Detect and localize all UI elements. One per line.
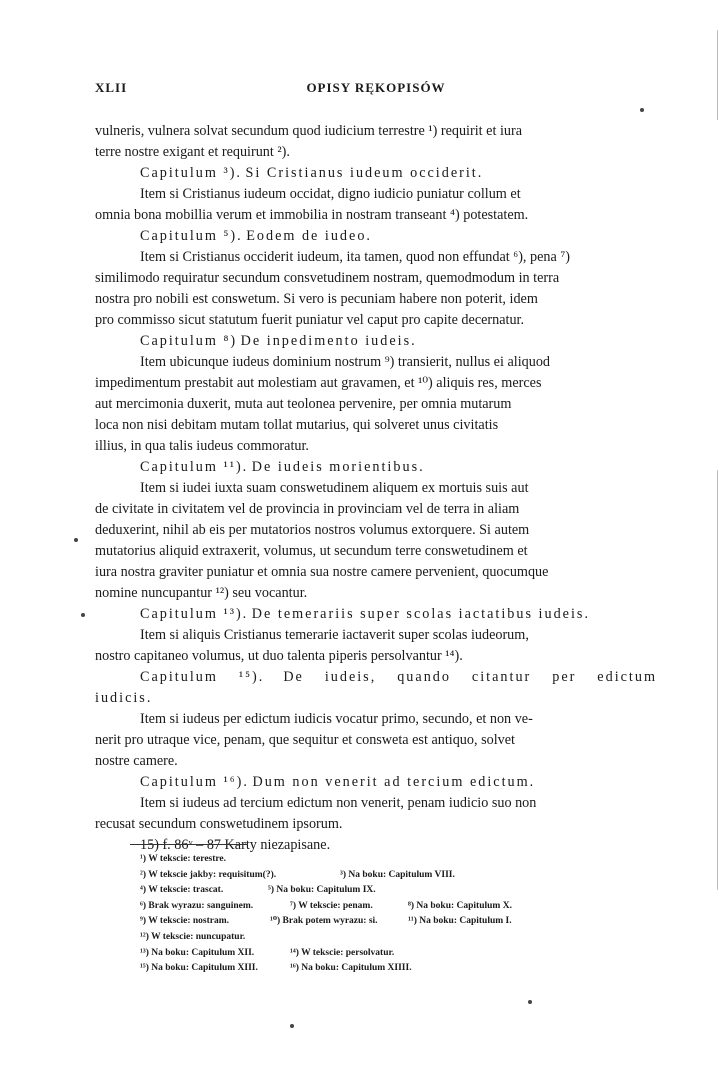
chapter-heading xyxy=(95,604,657,625)
footnote: ¹⁵) Na boku: Capitulum XIII. xyxy=(140,963,258,974)
chapter-heading xyxy=(95,772,657,793)
text-line: terre nostre exigant et requirunt ²). xyxy=(95,144,290,160)
chapter-label: Capitulum ⁸) xyxy=(140,333,238,349)
text-line: nostre camere. xyxy=(95,753,178,769)
footnote-row xyxy=(140,868,560,884)
text-line: de civitate in civitatem vel de provincia in provinciam vel de terra in aliam xyxy=(95,501,520,517)
text-line: pro commisso sicut statutum fuerit puniatur vel caput pro capite decernatur. xyxy=(95,312,525,328)
chapter-heading xyxy=(95,457,657,478)
main-text xyxy=(95,121,657,856)
footnote: ⁸) Na boku: Capitulum X. xyxy=(408,900,512,911)
print-speck xyxy=(290,1024,294,1028)
footnote: ¹¹) Na boku: Capitulum I. xyxy=(408,916,512,927)
chapter-label: Capitulum ⁵). xyxy=(140,228,243,244)
footnote: ¹⁴) W tekscie: persolvatur. xyxy=(290,947,395,958)
page-header xyxy=(95,80,657,100)
footnote: ¹⁰) Brak potem wyrazu: si. xyxy=(270,916,378,927)
chapter-heading xyxy=(95,331,657,352)
footnote: ⁴) W tekscie: trascat. xyxy=(140,885,224,896)
text-line: illius, in qua talis iudeus commoratur. xyxy=(95,438,309,454)
text-line: Item si aliquis Cristianus temerarie iactaverit super scolas iudeorum, xyxy=(140,627,529,643)
chapter-label: Capitulum ¹¹). xyxy=(140,459,249,475)
text-line: iura nostra graviter puniatur et omnia sua nostre camere pervenient, quocumque xyxy=(95,564,549,580)
text-line: similimodo requiratur secundum consvetudinem nostram, quemodmodum in terra xyxy=(95,270,560,286)
text-line: deduxerint, nihil ab eis per mutatorios nostros volumus extorquere. Si autem xyxy=(95,522,530,538)
footnote-row xyxy=(140,899,560,915)
text-line: nerit pro utraque vice, penam, que sequitur et consweta est antiquo, solvet xyxy=(95,732,515,748)
footnote: ¹³) Na boku: Capitulum XII. xyxy=(140,947,255,958)
footnote: ³) Na boku: Capitulum VIII. xyxy=(340,869,455,880)
footnote-row xyxy=(140,914,560,930)
text-line: nomine nuncupantur ¹²) seu vocantur. xyxy=(95,585,308,601)
text-line: impedimentum prestabit aut molestiam aut gravamen, et ¹⁰) aliquis res, merces xyxy=(95,375,542,391)
chapter-label: Capitulum ¹⁶). xyxy=(140,774,249,790)
chapter-title: De iudeis, quando citantur per edictum xyxy=(283,669,658,685)
text-line: Item si iudeus ad tercium edictum non venerit, penam iudicio suo non xyxy=(140,795,537,811)
chapter-title: De temerariis super scolas iactatibus iudeis. xyxy=(251,606,590,622)
footnote-row xyxy=(140,961,560,977)
text-line: Item si iudeus per edictum iudicis vocatur primo, secundo, et non ve- xyxy=(140,711,533,727)
chapter-heading xyxy=(95,667,657,688)
text-line: Item si iudei iuxta suam conswetudinem aliquem ex mortuis suis aut xyxy=(140,480,529,496)
footnote: ⁹) W tekscie: nostram. xyxy=(140,916,230,927)
text-line: Item si Cristianus iudeum occidat, digno iudicio puniatur collum et xyxy=(140,186,521,202)
footnote-row xyxy=(140,852,560,868)
footnote: ¹⁶) Na boku: Capitulum XIIII. xyxy=(290,963,412,974)
running-title: OPISY RĘKOPISÓW xyxy=(306,80,446,95)
chapter-title: Eodem de iudeo. xyxy=(246,228,372,244)
chapter-title: Si Cristianus iudeum occiderit. xyxy=(245,165,484,181)
footnote-divider xyxy=(130,844,248,845)
print-speck xyxy=(74,538,78,542)
chapter-heading xyxy=(95,226,657,247)
text-line: Item ubicunque iudeus dominium nostrum ⁹) transierit, nullus ei aliquod xyxy=(140,354,551,370)
scan-edge xyxy=(717,470,718,890)
text-line: Item si Cristianus occiderit iudeum, ita tamen, quod non effundat ⁶), pena ⁷) xyxy=(140,249,571,265)
text-line: vulneris, vulnera solvat secundum quod iudicium terrestre ¹) requirit et iura xyxy=(95,123,522,139)
chapter-label: Capitulum ¹⁵). xyxy=(140,669,265,685)
text-line: loca non nisi debitam mutam tollat mutarius, qui solveret unus civitatis xyxy=(95,417,499,433)
footnote: ⁶) Brak wyrazu: sanguinem. xyxy=(140,900,254,911)
chapter-title-continued xyxy=(95,688,657,709)
chapter-heading xyxy=(95,163,657,184)
footnote: ⁷) W tekscie: penam. xyxy=(290,900,373,911)
page-number: XLII xyxy=(95,80,128,95)
text-line: recusat secundum conswetudinem ipsorum. xyxy=(95,816,343,832)
text-line: mutatorius aliquid extraxerit, volumus, ut secundum terre conswetudinem et xyxy=(95,543,528,559)
text-line: aut mercimonia duxerit, muta aut teolonea pervenire, per omnia mutarum xyxy=(95,396,512,412)
footnote: ¹) W tekscie: terestre. xyxy=(140,854,227,864)
text-line: nostro capitaneo volumus, ut duo talenta piperis persolvantur ¹⁴). xyxy=(95,648,463,664)
footnotes xyxy=(140,852,560,977)
chapter-title: Dum non venerit ad tercium edictum. xyxy=(252,774,536,790)
chapter-label: Capitulum ³). xyxy=(140,165,242,181)
print-speck xyxy=(640,108,644,112)
footnote-row xyxy=(140,946,560,962)
scan-edge xyxy=(717,30,718,120)
footnote: ¹²) W tekscie: nuncupatur. xyxy=(140,931,246,942)
print-speck xyxy=(528,1000,532,1004)
chapter-title: De inpedimento iudeis. xyxy=(240,333,417,349)
footnote-row xyxy=(140,930,560,946)
footnote: ⁵) Na boku: Capitulum IX. xyxy=(268,885,376,896)
print-speck xyxy=(81,613,85,617)
folio-note: 15) f. 86ᵛ – 87 Karty niezapisane. xyxy=(140,837,331,853)
text-line: omnia bona mobillia verum et immobilia in nostram transeant ⁴) potestatem. xyxy=(95,207,529,223)
chapter-title: De iudeis morientibus. xyxy=(251,459,425,475)
chapter-title: iudicis. xyxy=(95,690,153,706)
text-line: nostra pro nobili est conswetum. Si vero is pecuniam habere non poterit, idem xyxy=(95,291,538,307)
footnote: ²) W tekscie jakby: requisitum(?). xyxy=(140,869,277,880)
chapter-label: Capitulum ¹³). xyxy=(140,606,249,622)
footnote-row xyxy=(140,883,560,899)
